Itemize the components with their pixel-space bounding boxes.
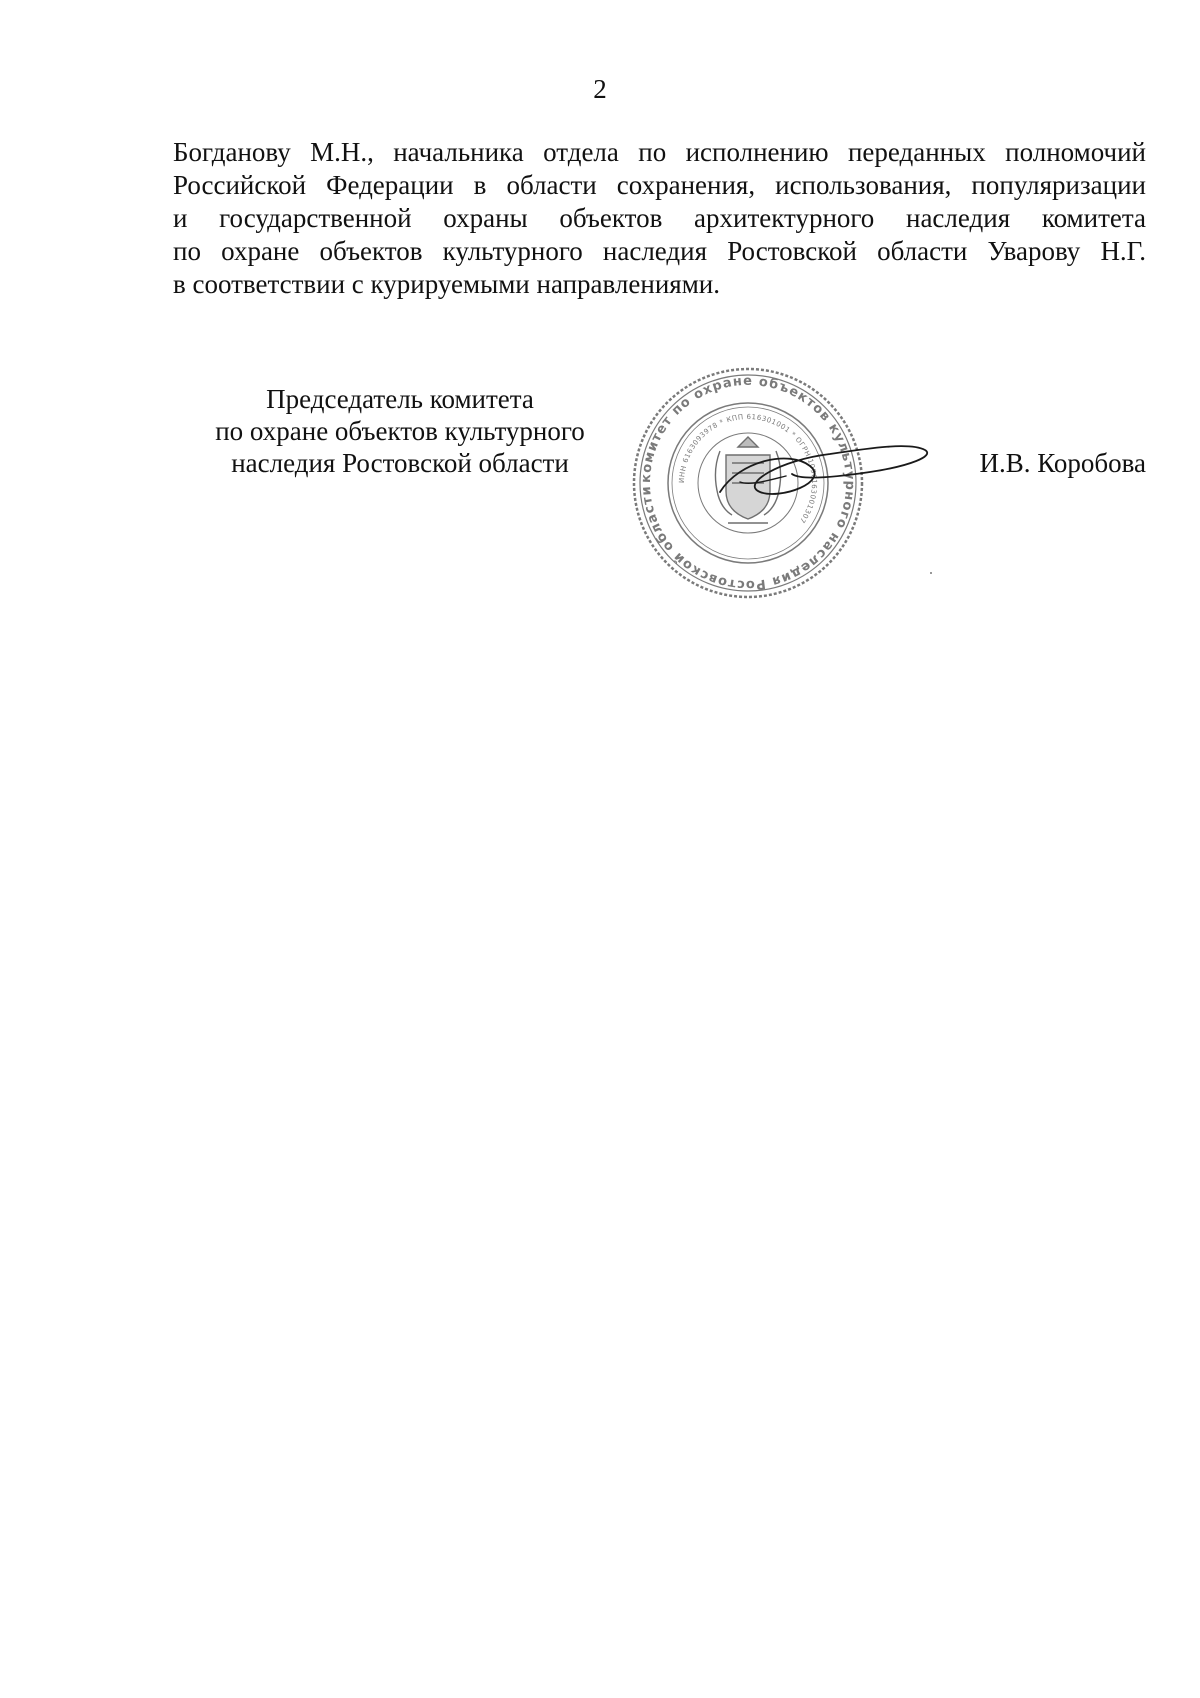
body-line: и государственной охраны объектов архитектурного наследия комитета [173, 203, 1146, 233]
body-line: Российской Федерации в области сохранения, использования, популяризации [173, 170, 1146, 200]
seal-outer-text: комитет по охране объектов культурного наследия Ростовской области [638, 373, 858, 593]
signatory-title [200, 383, 600, 479]
body-line: в соответствии с курируемыми направлениями. [173, 269, 720, 299]
body-line: по охране объектов культурного наследия Ростовской области Уварову Н.Г. [173, 236, 1146, 266]
body-paragraph [173, 136, 1146, 301]
signatory-name: И.В. Коробова [979, 448, 1146, 478]
signatory-title-line: Председатель комитета [266, 384, 534, 414]
body-line: Богданову М.Н., начальника отдела по исполнению переданных полномочий [173, 137, 1146, 167]
seal-inner-text: ИНН 6163093978 * КПП 616301001 * ОГРН 1096163001307 [677, 412, 819, 525]
signatory-title-line: наследия Ростовской области [231, 448, 569, 478]
signatory-title-line: по охране объектов культурного [215, 416, 585, 446]
page-number: 2 [593, 74, 607, 104]
handwritten-signature [700, 420, 940, 530]
scan-speck [930, 572, 932, 574]
